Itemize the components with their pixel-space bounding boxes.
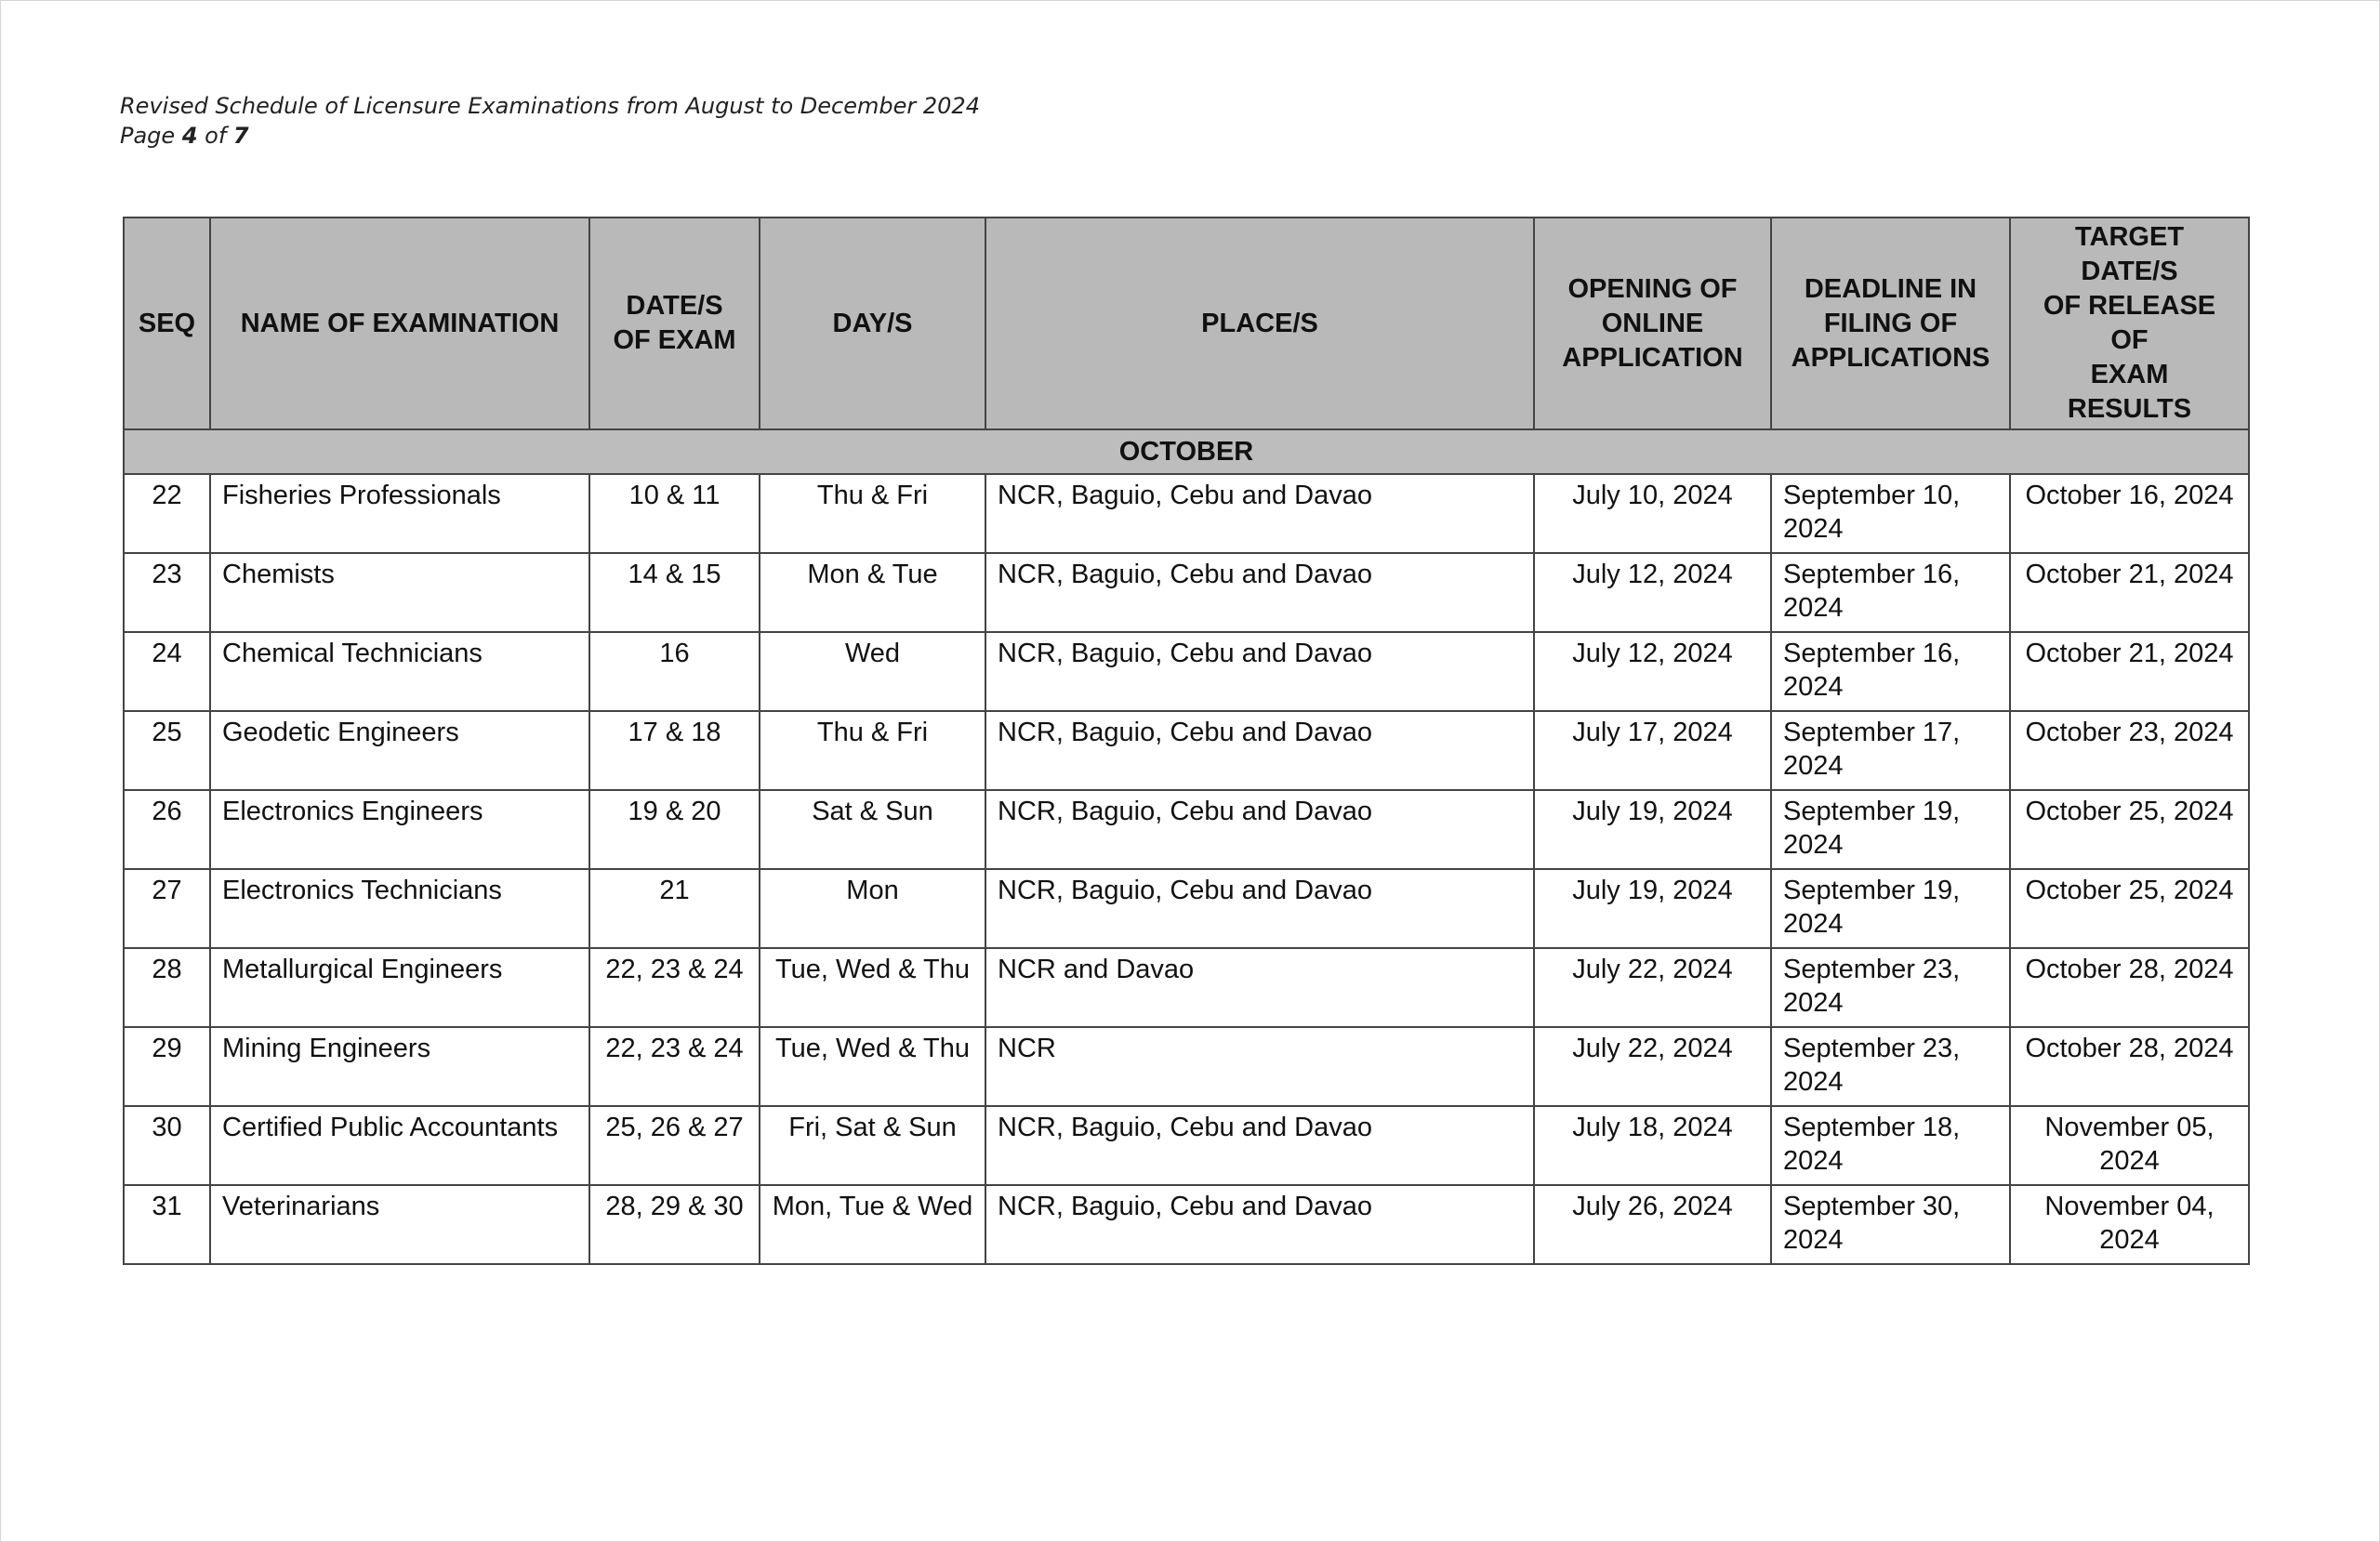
table-row	[124, 948, 2249, 1027]
table-row	[124, 1027, 2249, 1106]
cell-deadline: September 19, 2024	[1771, 790, 2010, 869]
cell-exam-name: Veterinarians	[210, 1185, 589, 1264]
cell-days: Thu & Fri	[760, 711, 985, 790]
cell-days: Tue, Wed & Thu	[760, 1027, 985, 1106]
cell-place: NCR	[985, 1027, 1534, 1106]
page-current: 4	[181, 123, 198, 149]
cell-exam-name: Chemists	[210, 553, 589, 632]
month-row	[124, 429, 2249, 474]
col-header-deadline: DEADLINE IN FILING OF APPLICATIONS	[1771, 217, 2010, 429]
col-header-dates: DATE/S OF EXAM	[589, 217, 760, 429]
cell-opening: July 10, 2024	[1534, 474, 1771, 553]
cell-dates: 14 & 15	[589, 553, 760, 632]
exam-schedule-table	[123, 217, 2250, 1265]
cell-dates: 10 & 11	[589, 474, 760, 553]
cell-days: Mon	[760, 869, 985, 948]
cell-exam-name: Metallurgical Engineers	[210, 948, 589, 1027]
table-row	[124, 711, 2249, 790]
cell-place: NCR, Baguio, Cebu and Davao	[985, 1106, 1534, 1185]
cell-exam-name: Mining Engineers	[210, 1027, 589, 1106]
cell-exam-name: Electronics Technicians	[210, 869, 589, 948]
cell-deadline: September 10, 2024	[1771, 474, 2010, 553]
cell-deadline: September 23, 2024	[1771, 1027, 2010, 1106]
cell-dates: 22, 23 & 24	[589, 948, 760, 1027]
cell-place: NCR, Baguio, Cebu and Davao	[985, 474, 1534, 553]
cell-days: Tue, Wed & Thu	[760, 948, 985, 1027]
cell-seq: 30	[124, 1106, 210, 1185]
cell-place: NCR, Baguio, Cebu and Davao	[985, 553, 1534, 632]
cell-place: NCR, Baguio, Cebu and Davao	[985, 790, 1534, 869]
cell-opening: July 22, 2024	[1534, 1027, 1771, 1106]
cell-release: October 16, 2024	[2010, 474, 2249, 553]
cell-seq: 24	[124, 632, 210, 711]
cell-days: Mon, Tue & Wed	[760, 1185, 985, 1264]
cell-dates: 17 & 18	[589, 711, 760, 790]
cell-seq: 23	[124, 553, 210, 632]
cell-place: NCR, Baguio, Cebu and Davao	[985, 632, 1534, 711]
cell-days: Sat & Sun	[760, 790, 985, 869]
cell-opening: July 26, 2024	[1534, 1185, 1771, 1264]
table-row	[124, 869, 2249, 948]
cell-release: October 21, 2024	[2010, 553, 2249, 632]
cell-release: October 23, 2024	[2010, 711, 2249, 790]
page-prefix: Page	[120, 123, 182, 149]
cell-opening: July 12, 2024	[1534, 553, 1771, 632]
cell-release: November 04, 2024	[2010, 1185, 2249, 1264]
cell-place: NCR, Baguio, Cebu and Davao	[985, 711, 1534, 790]
cell-place: NCR, Baguio, Cebu and Davao	[985, 1185, 1534, 1264]
cell-release: October 25, 2024	[2010, 869, 2249, 948]
cell-days: Fri, Sat & Sun	[760, 1106, 985, 1185]
cell-deadline: September 23, 2024	[1771, 948, 2010, 1027]
cell-release: November 05, 2024	[2010, 1106, 2249, 1185]
table-row	[124, 474, 2249, 553]
cell-release: October 21, 2024	[2010, 632, 2249, 711]
cell-seq: 31	[124, 1185, 210, 1264]
col-header-name: NAME OF EXAMINATION	[210, 217, 589, 429]
page-of: of	[197, 123, 233, 149]
cell-dates: 19 & 20	[589, 790, 760, 869]
cell-opening: July 19, 2024	[1534, 869, 1771, 948]
table-row	[124, 1106, 2249, 1185]
cell-opening: July 22, 2024	[1534, 948, 1771, 1027]
col-header-places: PLACE/S	[985, 217, 1534, 429]
month-label: OCTOBER	[124, 429, 2249, 474]
table-row	[124, 553, 2249, 632]
cell-deadline: September 17, 2024	[1771, 711, 2010, 790]
page-total: 7	[232, 123, 249, 149]
cell-dates: 28, 29 & 30	[589, 1185, 760, 1264]
document-title: Revised Schedule of Licensure Examinations from August to December 2024	[120, 93, 980, 119]
col-header-seq: SEQ	[124, 217, 210, 429]
document-header	[120, 91, 980, 151]
cell-dates: 16	[589, 632, 760, 711]
cell-deadline: September 18, 2024	[1771, 1106, 2010, 1185]
cell-seq: 29	[124, 1027, 210, 1106]
cell-deadline: September 30, 2024	[1771, 1185, 2010, 1264]
cell-dates: 21	[589, 869, 760, 948]
page-indicator	[120, 121, 980, 151]
cell-seq: 28	[124, 948, 210, 1027]
table-row	[124, 1185, 2249, 1264]
cell-exam-name: Chemical Technicians	[210, 632, 589, 711]
cell-release: October 28, 2024	[2010, 948, 2249, 1027]
cell-dates: 25, 26 & 27	[589, 1106, 760, 1185]
cell-deadline: September 19, 2024	[1771, 869, 2010, 948]
cell-deadline: September 16, 2024	[1771, 632, 2010, 711]
cell-days: Mon & Tue	[760, 553, 985, 632]
cell-deadline: September 16, 2024	[1771, 553, 2010, 632]
col-header-opening: OPENING OF ONLINE APPLICATION	[1534, 217, 1771, 429]
cell-release: October 28, 2024	[2010, 1027, 2249, 1106]
cell-opening: July 18, 2024	[1534, 1106, 1771, 1185]
cell-seq: 26	[124, 790, 210, 869]
cell-seq: 27	[124, 869, 210, 948]
table-row	[124, 790, 2249, 869]
cell-exam-name: Electronics Engineers	[210, 790, 589, 869]
col-header-target-release: TARGET DATE/S OF RELEASE OF EXAM RESULTS	[2010, 217, 2249, 429]
cell-exam-name: Fisheries Professionals	[210, 474, 589, 553]
cell-dates: 22, 23 & 24	[589, 1027, 760, 1106]
table-header-row	[124, 217, 2249, 429]
cell-opening: July 17, 2024	[1534, 711, 1771, 790]
cell-opening: July 19, 2024	[1534, 790, 1771, 869]
cell-exam-name: Certified Public Accountants	[210, 1106, 589, 1185]
cell-days: Thu & Fri	[760, 474, 985, 553]
cell-days: Wed	[760, 632, 985, 711]
table-row	[124, 632, 2249, 711]
cell-seq: 22	[124, 474, 210, 553]
cell-exam-name: Geodetic Engineers	[210, 711, 589, 790]
col-header-days: DAY/S	[760, 217, 985, 429]
cell-place: NCR and Davao	[985, 948, 1534, 1027]
cell-seq: 25	[124, 711, 210, 790]
cell-place: NCR, Baguio, Cebu and Davao	[985, 869, 1534, 948]
cell-release: October 25, 2024	[2010, 790, 2249, 869]
cell-opening: July 12, 2024	[1534, 632, 1771, 711]
